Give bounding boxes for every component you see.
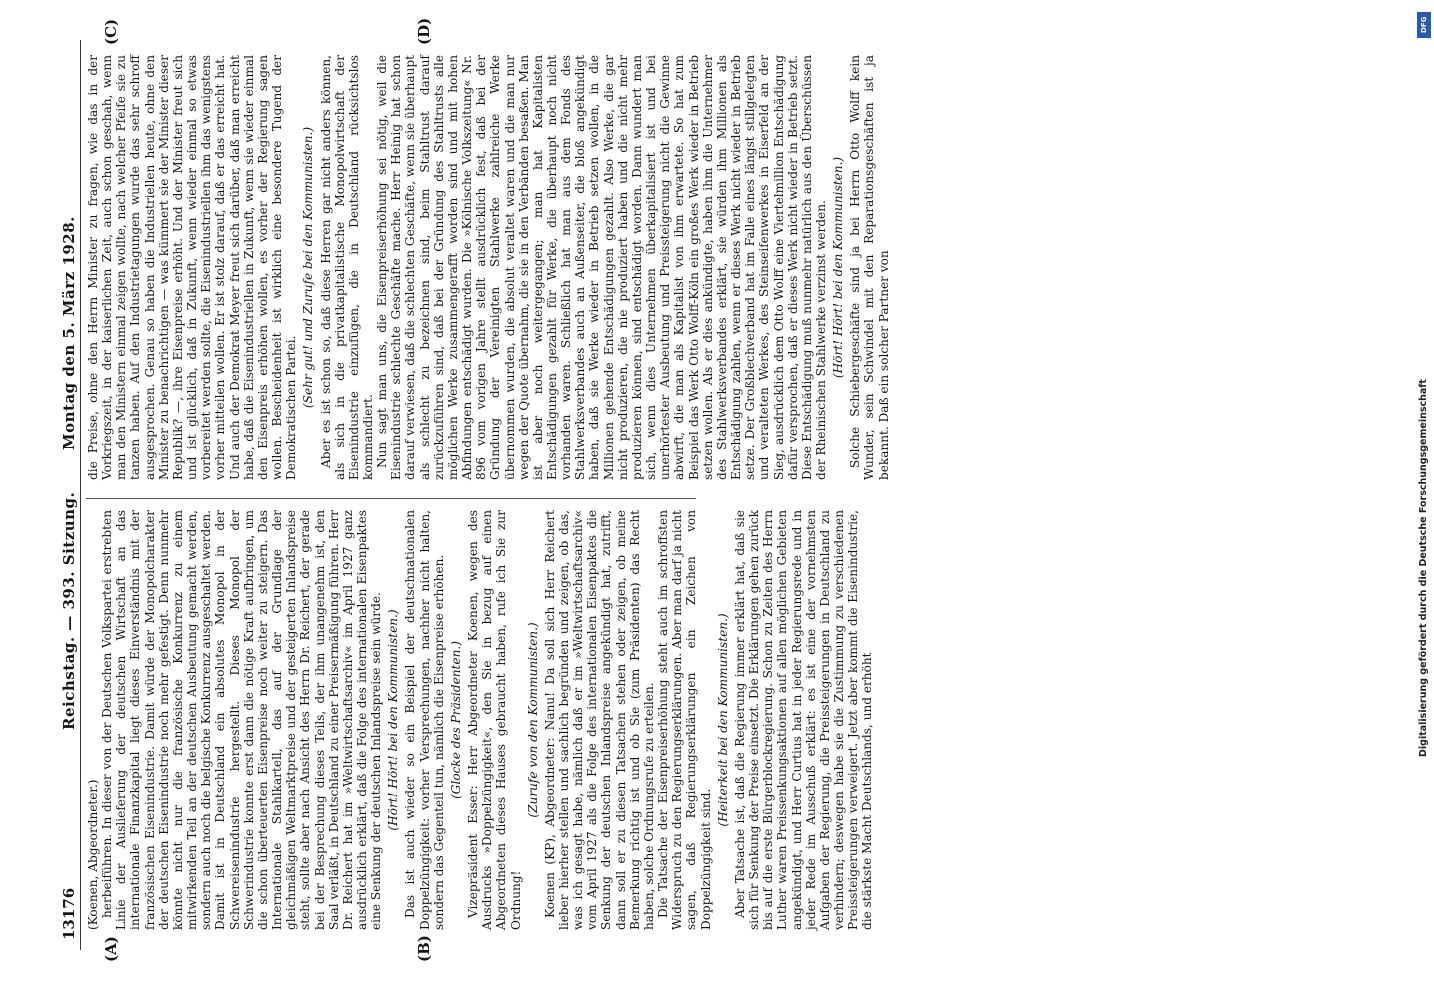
interjection: (Glocke des Präsidenten.)	[448, 641, 463, 799]
left-column	[86, 510, 875, 930]
interjection: (Sehr gut! und Zurufe bei den Kommunisten.)	[301, 126, 316, 409]
margin-mark-d: (D)	[415, 17, 433, 45]
interjection: (Zurufe von den Kommunisten.)	[525, 622, 540, 818]
session-date: Montag den 5. März 1928.	[60, 216, 78, 450]
page-header	[56, 40, 82, 950]
margin-mark-c: (C)	[102, 18, 120, 45]
interjection: (Hört! Hört! bei den Kommunisten.)	[831, 156, 846, 379]
digitization-text: Digitalisierung gefördert durch die Deutsche Forschungsgemeinschaft	[1418, 379, 1429, 757]
column-divider	[86, 498, 696, 499]
paragraph: Aber es ist schon so, daß diese Herren gar nicht anders können, als sich in die privatkapitalistische Monopolwirtschaft der Eisenindustrie einzufügen, die in Deutschland rücksichtslos kommandiert.	[318, 55, 375, 480]
margin-mark-b: (B)	[415, 935, 433, 962]
rotated-page	[50, 17, 891, 962]
paragraph: Nun sagt man uns, die Eisenpreiserhöhung sei nötig, weil die Eisenindustrie schlechte Geschäfte mache. Herr Heinig hat schon darauf verwiesen, daß die schlechten Geschäfte, wenn sie überhaupt als schlecht zu bezeichnen sind, beim Stahltrust darauf zurückzuführen sind, daß bei der Gründung des Stahltrusts alle möglichen Werke zusammengerafft worden sind und mit hohen Abfindungen entschädigt wurden. Die »Kölnische Volkszeitung« Nr. 896 vom vorigen Jahre stellt ausdrücklich fest, daß bei der Gründung der Vereinigten Stahlwerke zahlreiche Werke übernommen wurden, die absolut veraltet waren und die man nur wegen der Quote übernahm, die sie in den Verbänden besaßen. Man ist aber noch weitergegangen; man hat Kapitalisten Entschädigungen gezahlt für Werke, die überhaupt noch nicht vorhanden waren. Schließlich hat man aus dem Fonds des Stahlwerksverbandes auch an Außenseiter, die bloß angekündigt haben, daß sie Werke wieder in Betrieb setzen wollen, in die Millionen gehende Entschädigungen gezahlt. Also Werke, die gar nicht produzieren, die nie produziert haben und die nicht mehr produzieren können, sind entschädigt worden. Dann wundert man sich, wenn dies Unternehmen überkapitalisiert ist und bei unerhörtester Ausbeutung und Preissteigerung nicht die Gewinne abwirft, die man als Kapitalist von ihm erwartete. So hat zum Beispiel das Werk Otto Wolff-Köln ein großes Werk wieder in Betrieb setzen wollen. Als er dies ankündigte, haben ihm die Unternehmer des Stahlwerksverbandes erklärt, sie würden ihm Millionen als Entschädigung zahlen, wenn er dieses Werk nicht wieder in Betrieb setze. Der Großblechverband hat im Falle eines längst stillgelegten und veralteten Werkes, des Steinseifenwerkes in Eiserfeld an der Sieg, ausdrücklich dem Otto Wolff eine Viertelmillion Entschädigung dafür versprochen, daß er dieses Werk nicht wieder in Betrieb setzt. Diese Entschädigung muß nunmehr natürlich aus den Überschüssen der Rheinischen Stahlwerke verzinst werden.	[375, 55, 828, 480]
paragraph: Solche Schiebergeschäfte sind ja bei Herrn Otto Wolff kein Wunder, sein Schwindel mit den Reparationsgeschäften ist ja bekannt. Daß ein solcher Partner von	[848, 55, 891, 480]
margin-mark-a: (A)	[102, 936, 120, 962]
paragraph: (Koenen, Abgeordneter.)	[86, 779, 100, 930]
dfg-logo: DFG	[1417, 12, 1431, 38]
paragraph: die Preise, ohne den Herrn Minister zu fragen, wie das in der Vorkriegszeit, in der kaiserlichen Zeit, auch schon geschah, wenn man den Ministern einmal zeigen wollte, nach welcher Pfeife sie zu tanzen haben. Auf den Industrietagungen wurde das sehr schroff ausgesprochen. Genau so haben die Industriellen heute, ohne den Minister zu benachrichtigen — was kümmert sie der Minister dieser Republik? —, ihre Eisenpreise erhöht. Und der Minister freut sich und ist glücklich, daß in Zukunft, wenn wieder einmal so etwas vorbereitet werden sollte, die Eisenindustriellen ihm das wenigstens vorher mitteilen wollen. Er ist stolz darauf, daß er das erreicht hat. Und auch der Demokrat Meyer freut sich darüber, daß man erreicht habe, daß die Eisenindustriellen in Zukunft, wenn sie wieder einmal den Eisenpreis erhöhen wollen, es vorher der Regierung sagen wollen. Bescheidenheit ist wirklich eine besondere Tugend der Demokratischen Partei.	[86, 55, 299, 480]
paragraph: Das ist auch wieder so ein Beispiel der deutschnationalen Doppelzüngigkeit: vorher Versprechungen, nachher nicht halten, sondern das Gegenteil tun, nämlich die Eisenpreise erhöhen.	[403, 510, 446, 930]
paragraph: Die Tatsache der Eisenpreiserhöhung steht auch im schroffsten Widerspruch zu den Regierungserklärungen. Aber man darf ja nicht sagen, daß Regierungserklärungen ein Zeichen von Doppelzüngigkeit sind.	[656, 510, 713, 930]
header-rule	[80, 40, 81, 950]
paragraph: Vizepräsident Esser: Herr Abgeordneter Koenen, wegen des Ausdrucks »Doppelzüngigkeit«, den Sie in bezug auf einen Abgeordneten dieses Hauses gebraucht haben, rufe ich Sie zur Ordnung!	[466, 510, 523, 930]
paragraph: Koenen (KP), Abgeordneter: Nanu! Da soll sich Herr Reichert lieber hierher stellen und sachlich begründen und zeigen, ob das, was ich gesagt habe, nämlich daß er im »Weltwirtschaftsarchiv« vom April 1927 als die Folge des internationalen Eisenpaktes die Senkung der deutschen Inlandspreise angekündigt hat, zutrifft, dann soll er zu diesen Tatsachen stehen oder zeigen, ob meine Bemerkung richtig ist und ob Sie (zum Präsidenten) das Recht haben, solche Ordnungsrufe zu erteilen.	[542, 510, 656, 930]
session-title: Reichstag. — 393. Sitzung.	[60, 491, 78, 730]
interjection: (Heiterkeit bei den Kommunisten.)	[715, 613, 730, 827]
digitization-note	[1418, 12, 1432, 772]
paragraph: Aber Tatsache ist, daß die Regierung immer erklärt hat, daß sie sich für Senkung der Preise einsetzt. Die Erklärungen gehen zurück bis auf die erste Bürgerblockregierung. Schon zu Zeiten des Herrn Luther waren Preissenkungsaktionen auf allen möglichen Gebieten angekündigt, und Herr Curtius hat in jeder Regierungsrede und in jeder Rede im Ausschuß erklärt: es ist eine der vornehmsten Aufgaben der Regierung, die Preissteigerungen in Deutschland zu verhindern; deswegen habe sie die Zustimmung zu verschiedenen Preissteigerungen verweigert. Jetzt aber kommt die Eisenindustrie, die stärkste Macht Deutschlands, und erhöht	[732, 510, 875, 930]
page-number: 13176	[60, 887, 78, 940]
paragraph: herbeiführen. In dieser von der Deutschen Volkspartei erstrebten Linie der Auslieferung der deutschen Wirtschaft an das internationale Finanzkapital liegt dieses Einverständnis mit der französischen Eisenindustrie. Damit würde der Monopolcharakter der deutschen Eisenindustrie noch mehr gefestigt. Denn nunmehr könnte nicht nur die französische Konkurrenz zu einem mitwirkenden Teil an der deutschen Ausbeutung gemacht werden, sondern auch noch die belgische Konkurrenz ausgeschaltet werden. Damit ist in Deutschland ein absolutes Monopol in der Schwereisenindustrie hergestellt. Dieses Monopol der Schwerindustrie konnte erst dann die nötige Kraft aufbringen, um die schon überteuerten Eisenpreise noch weiter zu steigern. Das Internationale Stahlkartell, das auf der Grundlage der gleichmäßigen Weltmarktpreise und der gesteigerten Inlandspreise steht, sollte aber nach Ansicht des Herrn Dr. Reichert, der gerade bei der Besprechung dieses Teils, der ihm unangenehm ist, den Saal verläßt, in Deutschland zu einer Preisermäßigung führen. Herr Dr. Reichert hat im »Weltwirtschaftsarchiv« im April 1927 ganz ausdrücklich erklärt, daß die Folge des internationalen Eisenpaktes eine Senkung der deutschen Inlandspreise sein würde.	[100, 510, 384, 930]
right-column	[86, 55, 891, 480]
interjection: (Hört! Hört! bei den Kommunisten.)	[386, 609, 401, 831]
